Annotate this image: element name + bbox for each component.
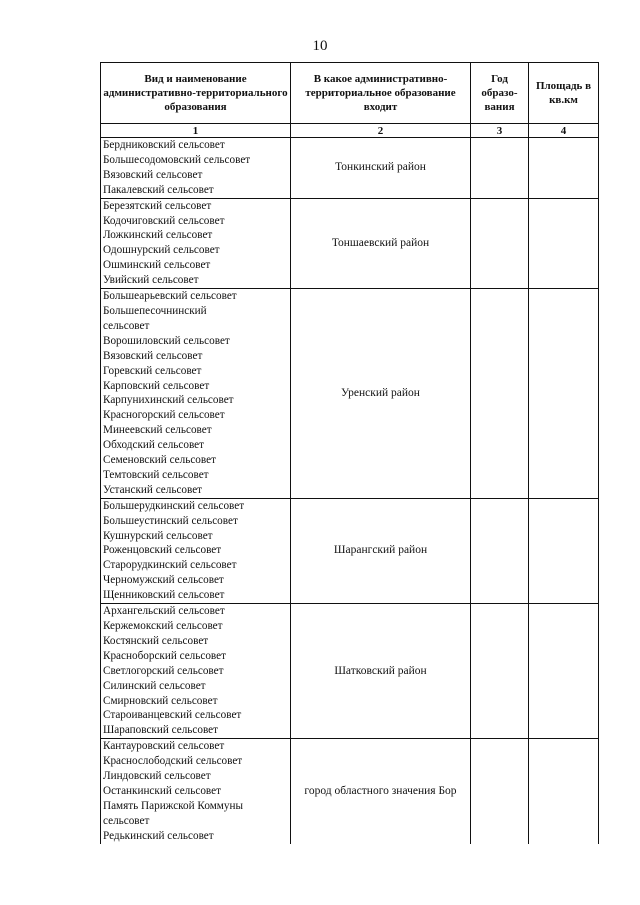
settlement-name: Березятский сельсовет xyxy=(103,199,212,212)
settlement-name: сельсовет xyxy=(103,319,150,332)
settlement-name: Семеновский сельсовет xyxy=(103,454,216,467)
table-row xyxy=(101,138,599,199)
settlement-name: Светлогорский сельсовет xyxy=(103,664,224,677)
area-cell xyxy=(529,138,599,199)
table-row xyxy=(101,289,599,499)
settlement-name: Останкинский сельсовет xyxy=(103,784,221,797)
area-cell xyxy=(529,289,599,499)
settlement-name: Шараповский сельсовет xyxy=(103,724,219,737)
settlement-name: Обходский сельсовет xyxy=(103,439,205,452)
header-area-column: Площадь в кв.км xyxy=(529,63,599,124)
header-row xyxy=(101,63,599,124)
page-number: 10 xyxy=(312,38,328,54)
settlement-name: Минеевский сельсовет xyxy=(103,424,212,437)
settlement-name: Кантауровский сельсовет xyxy=(103,740,225,753)
column-number: 4 xyxy=(529,124,599,138)
area-cell xyxy=(529,198,599,288)
settlement-name: Увийский сельсовет xyxy=(103,274,199,287)
year-cell xyxy=(471,289,529,499)
settlement-name: Смирновский сельсовет xyxy=(103,694,218,707)
area-cell xyxy=(529,498,599,603)
settlement-name: Большерудкинский сельсовет xyxy=(103,499,245,512)
settlement-name: сельсовет xyxy=(103,814,150,827)
settlement-name: Силинский сельсовет xyxy=(103,679,206,692)
settlement-name: Одошнурский сельсовет xyxy=(103,244,220,257)
column-number: 3 xyxy=(471,124,529,138)
column-number-row xyxy=(101,124,599,138)
settlement-name: Старорудкинский сельсовет xyxy=(103,559,237,572)
table-body xyxy=(101,138,599,844)
district-cell: Тонкинский район xyxy=(291,138,471,199)
settlement-name: Красногорский сельсовет xyxy=(103,409,225,422)
settlement-names-cell xyxy=(101,289,291,499)
year-cell xyxy=(471,604,529,739)
table-row xyxy=(101,604,599,739)
district-cell: Уренский район xyxy=(291,289,471,499)
settlement-name: Большепесочнинский xyxy=(103,304,207,317)
settlement-names-cell xyxy=(101,604,291,739)
settlement-name: Линдовский сельсовет xyxy=(103,770,211,783)
settlement-name: Кушнурский сельсовет xyxy=(103,529,213,542)
year-cell xyxy=(471,198,529,288)
settlement-name: Роженцовский сельсовет xyxy=(103,544,222,557)
settlement-name: Архангельский сельсовет xyxy=(103,605,225,618)
district-cell: Шарангский район xyxy=(291,498,471,603)
year-cell xyxy=(471,739,529,844)
admin-territorial-table xyxy=(100,62,599,844)
header-name-column: Вид и наименование административно-территориального образования xyxy=(101,63,291,124)
table-row xyxy=(101,498,599,603)
settlement-names-cell xyxy=(101,138,291,199)
settlement-name: Щенниковский сельсовет xyxy=(103,589,225,602)
area-cell xyxy=(529,739,599,844)
district-cell: Шатковский район xyxy=(291,604,471,739)
settlement-name: Большесодомовский сельсовет xyxy=(103,153,251,166)
settlement-name: Горевский сельсовет xyxy=(103,364,202,377)
district-cell: город областного значения Бор xyxy=(291,739,471,844)
settlement-name: Костянский сельсовет xyxy=(103,634,209,647)
settlement-name: Карпунихинский сельсовет xyxy=(103,394,234,407)
settlement-name: Пакалевский сельсовет xyxy=(103,183,214,196)
settlement-name: Краснослободский сельсовет xyxy=(103,755,243,768)
district-cell: Тоншаевский район xyxy=(291,198,471,288)
settlement-names-cell xyxy=(101,739,291,844)
settlement-name: Кодочиговский сельсовет xyxy=(103,214,225,227)
settlement-name: Ложкинский сельсовет xyxy=(103,229,213,242)
area-cell xyxy=(529,604,599,739)
settlement-names-cell xyxy=(101,198,291,288)
settlement-name: Темтовский сельсовет xyxy=(103,468,209,481)
settlement-name: Староиванцевский сельсовет xyxy=(103,709,242,722)
settlement-name: Карповский сельсовет xyxy=(103,379,210,392)
settlement-name: Вязовский сельсовет xyxy=(103,168,203,181)
settlement-name: Ворошиловский сельсовет xyxy=(103,334,230,347)
year-cell xyxy=(471,498,529,603)
settlement-name: Редькинский сельсовет xyxy=(103,829,214,842)
settlement-name: Черномужский сельсовет xyxy=(103,574,224,587)
settlement-name: Большеустинский сельсовет xyxy=(103,514,238,527)
header-year-column: Год образо-вания xyxy=(471,63,529,124)
column-number: 1 xyxy=(101,124,291,138)
year-cell xyxy=(471,138,529,199)
table-row xyxy=(101,198,599,288)
column-number: 2 xyxy=(291,124,471,138)
settlement-names-cell xyxy=(101,498,291,603)
settlement-name: Большеарьевский сельсовет xyxy=(103,290,237,303)
settlement-name: Кержемокский сельсовет xyxy=(103,620,223,632)
header-parent-column: В какое административно-территориальное образование входит xyxy=(291,63,471,124)
settlement-name: Красноборский сельсовет xyxy=(103,649,227,662)
settlement-name: Память Парижской Коммуны xyxy=(103,799,243,812)
table-row xyxy=(101,739,599,844)
settlement-name: Ошминский сельсовет xyxy=(103,259,211,272)
settlement-name: Вязовский сельсовет xyxy=(103,349,203,362)
settlement-name: Устанский сельсовет xyxy=(103,483,203,496)
settlement-name: Бердниковский сельсовет xyxy=(103,139,225,151)
